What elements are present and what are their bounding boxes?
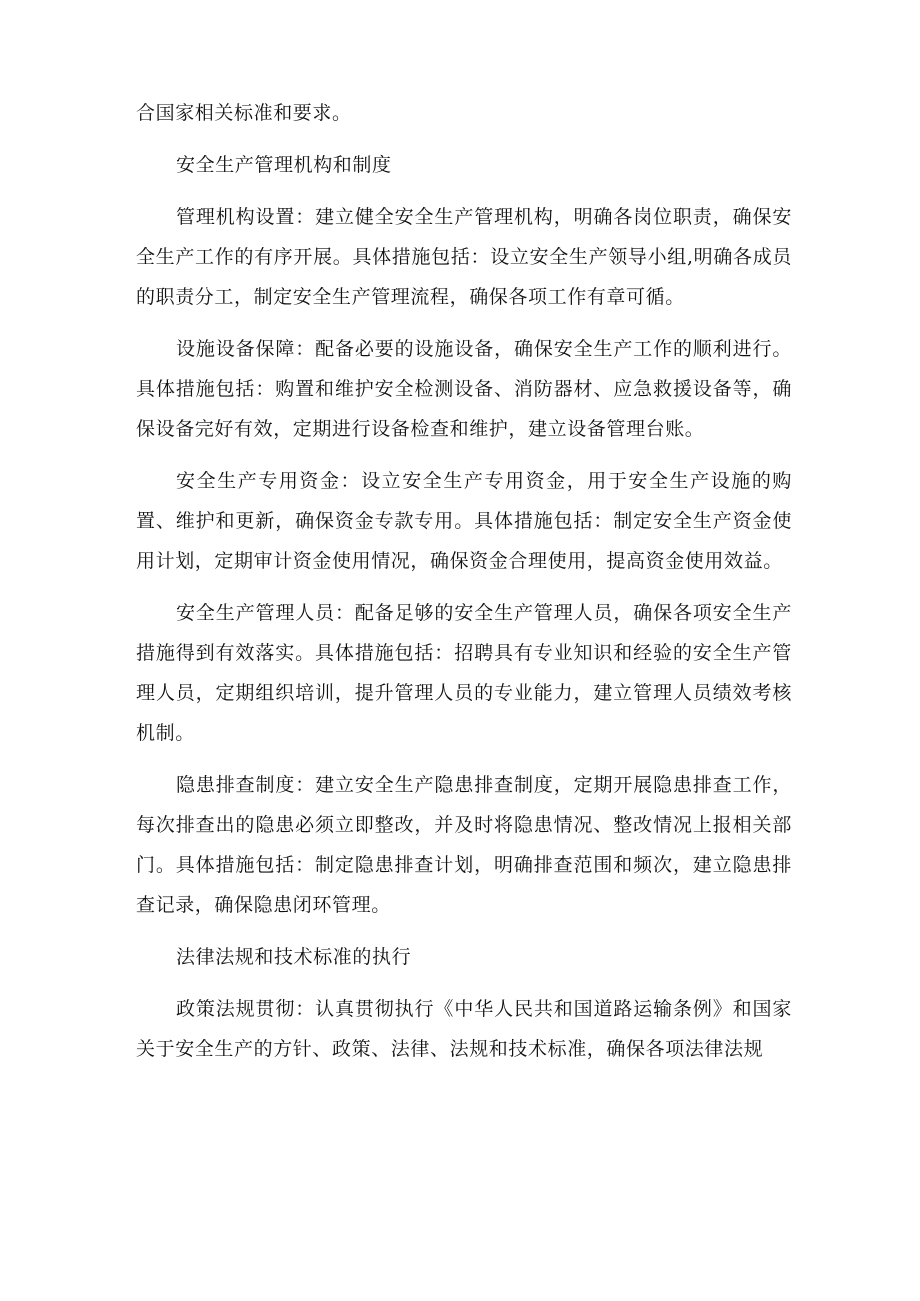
paragraph-special-funds: 安全生产专用资金：设立安全生产专用资金，用于安全生产设施的购置、维护和更新，确保资金专款专用。具体措施包括：制定安全生产资金使用计划，定期审计资金使用情况，确保资金合理使用，提高资金使用效益。 bbox=[136, 470, 792, 572]
paragraph-management-setup: 管理机构设置：建立健全安全生产管理机构，明确各岗位职责，确保安全生产工作的有序开展。具体措施包括：设立安全生产领导小组,明确各成员的职责分工，制定安全生产管理流程，确保各项工作有章可循。 bbox=[136, 206, 792, 308]
paragraph-policy-implementation: 政策法规贯彻：认真贯彻执行《中华人民共和国道路运输条例》和国家关于安全生产的方针、政策、法律、法规和技术标准，确保各项法律法规 bbox=[136, 998, 792, 1060]
section-heading-regulations: 法律法规和技术标准的执行 bbox=[176, 946, 412, 968]
section-heading-management: 安全生产管理机构和制度 bbox=[176, 154, 392, 176]
paragraph-continuation: 合国家相关标准和要求。 bbox=[136, 102, 352, 124]
paragraph-hazard-inspection: 隐患排查制度：建立安全生产隐患排查制度，定期开展隐患排查工作，每次排查出的隐患必须立即整改，并及时将隐患情况、整改情况上报相关部门。具体措施包括：制定隐患排查计划，明确排查范围和频次，建立隐患排查记录，确保隐患闭环管理。 bbox=[136, 774, 792, 916]
paragraph-management-staff: 安全生产管理人员：配备足够的安全生产管理人员，确保各项安全生产措施得到有效落实。具体措施包括：招聘具有专业知识和经验的安全生产管理人员，定期组织培训，提升管理人员的专业能力，建立管理人员绩效考核机制。 bbox=[136, 602, 792, 744]
document-body bbox=[136, 93, 792, 1069]
paragraph-facility-equipment: 设施设备保障：配备必要的设施设备，确保安全生产工作的顺利进行。具体措施包括：购置和维护安全检测设备、消防器材、应急救援设备等，确保设备完好有效，定期进行设备检查和维护，建立设备管理台账。 bbox=[136, 338, 792, 440]
